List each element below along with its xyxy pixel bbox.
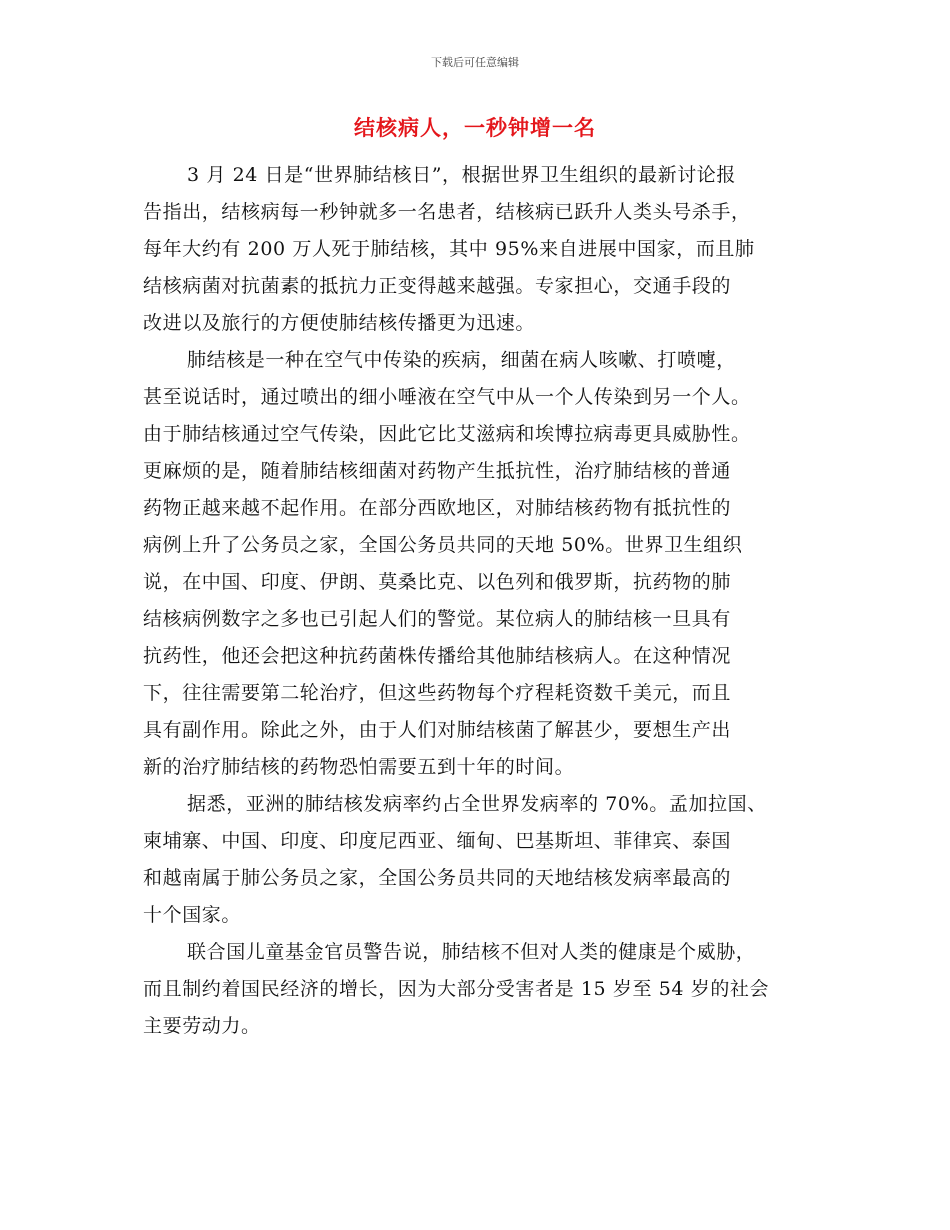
paragraph-4 [143,934,813,1045]
text-line: 主要劳动力。 [143,1015,261,1037]
text-line: 肺结核是一种在空气中传染的疾病，细菌在病人咳嗽、打喷嚏， [187,349,736,371]
text-line: 和越南属于肺公务员之家，全国公务员共同的天地结核发病率最高的 [143,867,732,889]
text-line: 而且制约着国民经济的增长，因为大部分受害者是 15 岁至 54 岁的社会 [143,978,770,1000]
article-body [143,157,813,1045]
text-line: 结核病例数字之多也已引起人们的警觉。某位病人的肺结核一旦具有 [143,608,732,630]
text-line: 更麻烦的是，随着肺结核细菌对药物产生抵抗性，治疗肺结核的普通 [143,460,732,482]
text-line: 甚至说话时，通过喷出的细小唾液在空气中从一个人传染到另一个人。 [143,386,751,408]
page-header-note: 下载后可任意编辑 [431,56,519,69]
text-line: 改进以及旅行的方便使肺结核传播更为迅速。 [143,312,536,334]
text-line: 病例上升了公务员之家，全国公务员共同的天地 50%。世界卫生组织 [143,534,743,556]
text-line: 下，往往需要第二轮治疗，但这些药物每个疗程耗资数千美元，而且 [143,682,732,704]
paragraph-2 [143,342,813,786]
text-line: 3 月 24 日是“世界肺结核日”，根据世界卫生组织的最新讨论报 [187,164,737,186]
text-line: 联合国儿童基金官员警告说，肺结核不但对人类的健康是个威胁， [187,941,756,963]
article-title: 结核病人，一秒钟增一名 [354,116,596,140]
text-line: 药物正越来越不起作用。在部分西欧地区，对肺结核药物有抵抗性的 [143,497,732,519]
text-line: 新的治疗肺结核的药物恐怕需要五到十年的时间。 [143,756,575,778]
paragraph-3 [143,786,813,934]
paragraph-1 [143,157,813,342]
text-line: 告指出，结核病每一秒钟就多一名患者，结核病已跃升人类头号杀手， [143,201,751,223]
text-line: 每年大约有 200 万人死于肺结核，其中 95%来自进展中国家，而且肺 [143,238,755,260]
text-line: 具有副作用。除此之外，由于人们对肺结核菌了解甚少，要想生产出 [143,719,732,741]
text-line: 柬埔寨、中国、印度、印度尼西亚、缅甸、巴基斯坦、菲律宾、泰国 [143,830,732,852]
text-line: 由于肺结核通过空气传染，因此它比艾滋病和埃博拉病毒更具威胁性。 [143,423,751,445]
text-line: 据悉，亚洲的肺结核发病率约占全世界发病率的 70%。孟加拉国、 [187,793,767,815]
text-line: 结核病菌对抗菌素的抵抗力正变得越来越强。专家担心，交通手段的 [143,275,732,297]
text-line: 抗药性，他还会把这种抗药菌株传播给其他肺结核病人。在这种情况 [143,645,732,667]
text-line: 十个国家。 [143,904,242,926]
text-line: 说，在中国、印度、伊朗、莫桑比克、以色列和俄罗斯，抗药物的肺 [143,571,732,593]
